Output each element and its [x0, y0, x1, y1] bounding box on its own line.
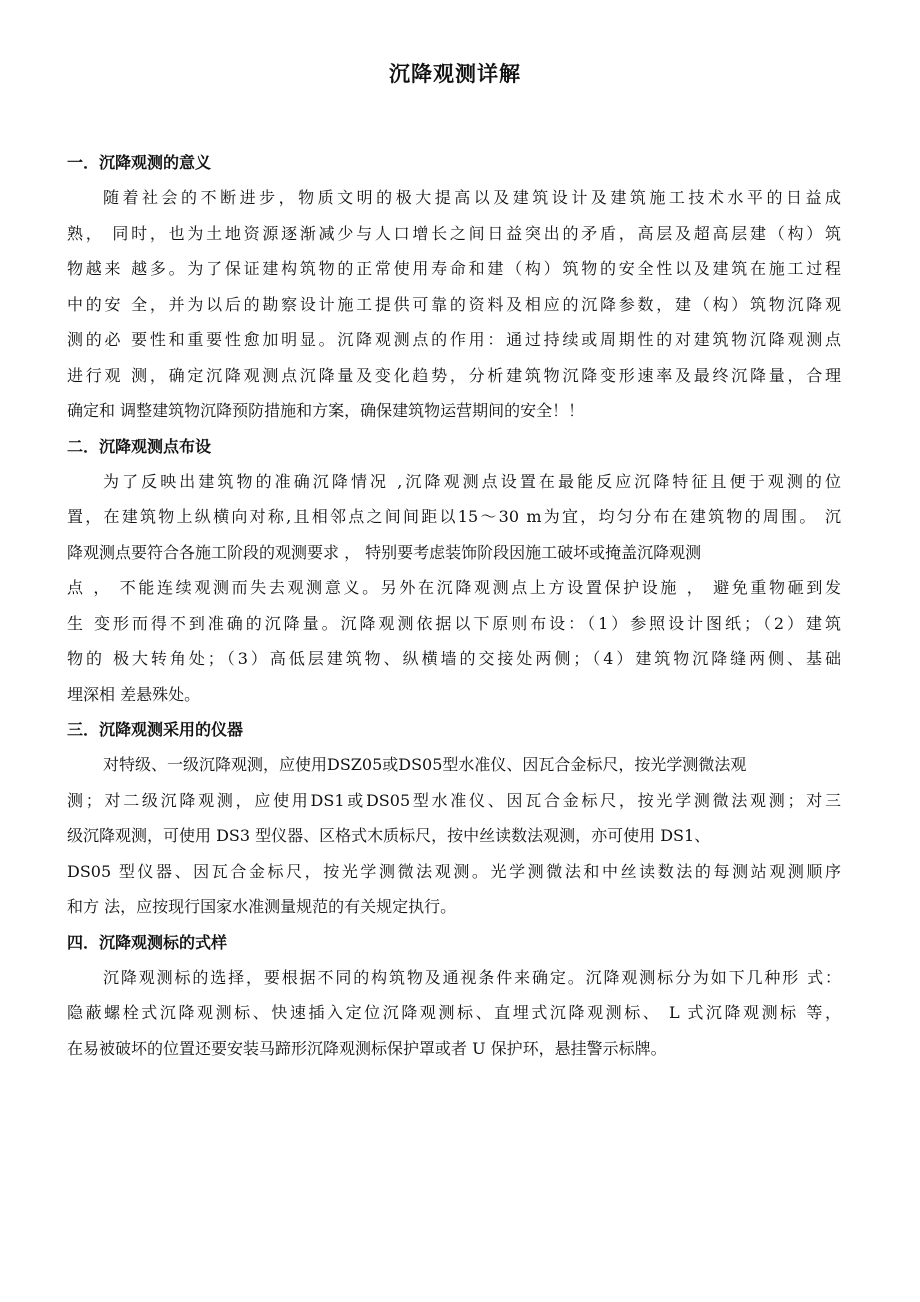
page-title: 沉降观测详解 [389, 62, 521, 86]
text-line: 为了反映出建筑物的准确沉降情况 ,沉降观测点设置在最能反应沉降特征且便于观测的位 [103, 471, 841, 491]
text-line: 物越来 越多。为了保证建构筑物的正常使用寿命和建（构）筑物的安全性以及建筑在施工过程 [67, 259, 841, 278]
document-body [67, 145, 841, 1066]
section-heading: 三．沉降观测采用的仪器 [67, 720, 244, 739]
text-line: 和方 法，应按现行国家水准测量规范的有关规定执行。 [67, 897, 457, 916]
text-line: 熟， 同时，也为土地资源逐渐减少与人口增长之间日益突出的矛盾，高层及超高层建（构）筑 [67, 223, 841, 243]
section-significance [67, 145, 841, 429]
text-line: 生 变形而得不到准确的沉降量。沉降观测依据以下原则布设：（1）参照设计图纸；（2）建筑 [67, 613, 841, 633]
section-marker-types [67, 925, 841, 1067]
text-line: 对特级、一级沉降观测，应使用DSZ05或DS05型水准仪、因瓦合金标尺，按光学测微法观 [103, 755, 747, 774]
section-instruments [67, 712, 841, 925]
text-line: 隐蔽螺栓式沉降观测标、快速插入定位沉降观测标、直埋式沉降观测标、 L 式沉降观测标 等， [67, 1003, 841, 1022]
text-line: 埋深相 差悬殊处。 [67, 684, 201, 704]
text-line: 级沉降观测，可使用 DS3 型仪器、区格式木质标尺，按中丝读数法观测，亦可使用 DS1、 [67, 826, 711, 845]
section-paragraph [67, 747, 841, 925]
text-line: 置，在建筑物上纵横向对称,且相邻点之间间距以15～30 m为宜，均匀分布在建筑物的周围。 沉 [67, 507, 841, 526]
section-heading: 四．沉降观测标的式样 [67, 932, 228, 952]
text-line: 进行观 测，确定沉降观测点沉降量及变化趋势，分析建筑物沉降变形速率及最终沉降量，合理 [67, 365, 841, 385]
text-line: 在易被破坏的位置还要安装马蹄形沉降观测标保护罩或者 U 保护环，悬挂警示标牌。 [67, 1038, 667, 1058]
text-line: 测；对二级沉降观测，应使用DS1或DS05型水准仪、因瓦合金标尺，按光学测微法观测；对三 [67, 790, 841, 810]
text-line: 物的 极大转角处；（3）高低层建筑物、纵横墙的交接处两侧；（4）建筑物沉降缝两侧、基础 [67, 649, 841, 668]
section-paragraph [67, 464, 841, 713]
text-line: 确定和 调整建筑物沉降预防措施和方案，确保建筑物运营期间的安全！！ [67, 401, 585, 420]
text-line: 沉降观测标的选择，要根据不同的构筑物及通视条件来确定。沉降观测标分为如下几种形 式： [103, 967, 841, 987]
text-line: 降观测点要符合各施工阶段的观测要求 ， 特别要考虑装饰阶段因施工破坏或掩盖沉降观测 [67, 542, 702, 562]
text-line: DS05 型仪器、因瓦合金标尺，按光学测微法观测。光学测微法和中丝读数法的每测站观测顺序 [67, 861, 841, 881]
text-line: 中的安 全，并为以后的勘察设计施工提供可靠的资料及相应的沉降参数，建（构）筑物沉降观 [67, 294, 841, 314]
section-point-layout [67, 429, 841, 713]
section-paragraph [67, 180, 841, 429]
section-paragraph [67, 960, 841, 1067]
text-line: 测的必 要性和重要性愈加明显。沉降观测点的作用：通过持续或周期性的对建筑物沉降观测点 [67, 330, 841, 349]
text-line: 随着社会的不断进步，物质文明的极大提高以及建筑设计及建筑施工技术水平的日益成 [103, 188, 841, 207]
section-heading: 一．沉降观测的意义 [67, 153, 212, 172]
text-line: 点 ， 不能连续观测而失去观测意义。另外在沉降观测点上方设置保护设施 ， 避免重物砸到发 [67, 578, 841, 597]
section-heading: 二．沉降观测点布设 [67, 436, 212, 456]
